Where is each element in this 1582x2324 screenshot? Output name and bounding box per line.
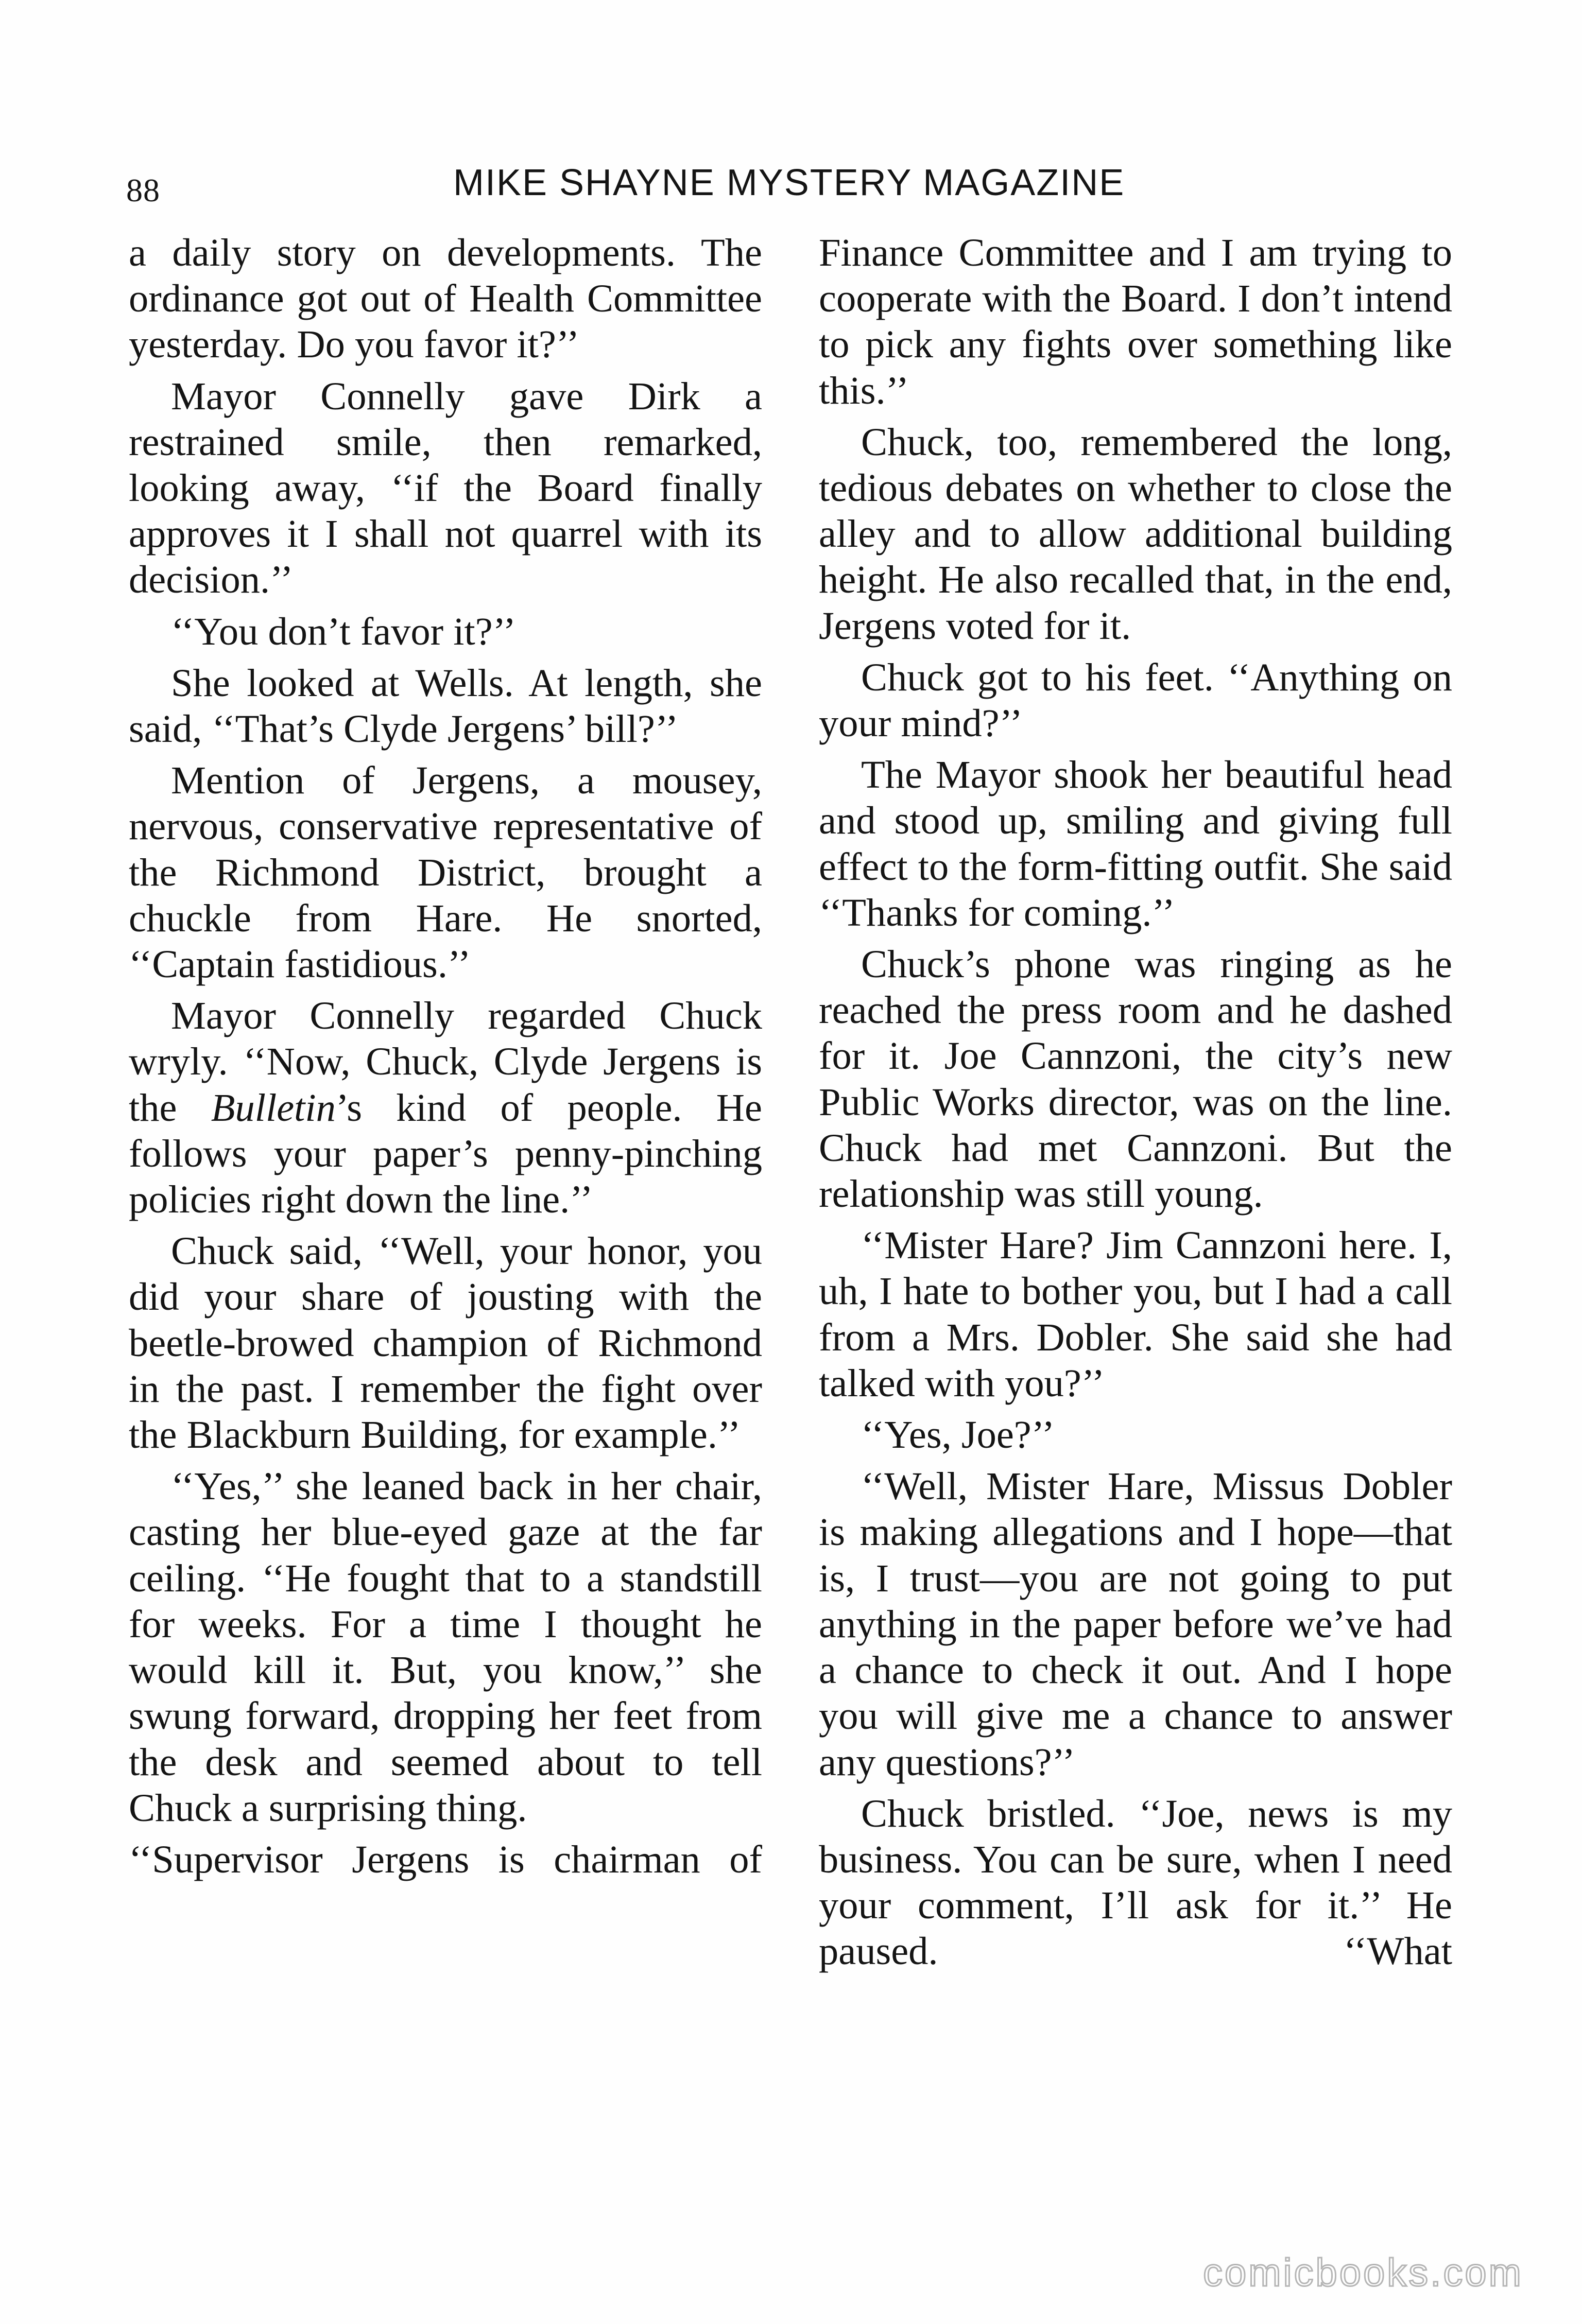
paragraph: Chuck said, ‘‘Well, your honor, you did your share of jousting with the beetle-browed champion of Richmond in the past. I remember the fight over the Blackburn Building, for example.’’ xyxy=(129,1229,762,1457)
left-text-column xyxy=(129,230,762,1888)
paragraph: ‘‘Mister Hare? Jim Cannzoni here. I, uh, I hate to bother you, but I had a call from a Mrs. Dobler. She said she had talked with you?’’ xyxy=(819,1223,1452,1405)
paragraph-with-italic xyxy=(129,993,762,1222)
running-head: MIKE SHAYNE MYSTERY MAGAZINE xyxy=(453,162,1125,203)
paragraph: Chuck, too, remembered the long, tedious debates on whether to close the alley and to allow additional building height. He also recalled that, in the end, Jergens voted for it. xyxy=(819,420,1452,648)
paragraph: Chuck bristled. ‘‘Joe, news is my business. You can be sure, when I need your comment, I’ll ask for it.’’ He paused. ‘‘What xyxy=(819,1791,1452,1973)
paragraph: She looked at Wells. At length, she said, ‘‘That’s Clyde Jergens’ bill?’’ xyxy=(129,661,762,751)
paragraph: Mention of Jergens, a mousey, nervous, conservative representative of the Richmond District, brought a chuckle from Hare. He snorted, ‘‘Captain fastidious.’’ xyxy=(129,758,762,986)
text-span: Mayor Connelly regarded Chuck wryly. ‘‘Now, Chuck, Clyde Jergens is the xyxy=(129,994,762,1130)
page-number: 88 xyxy=(126,172,160,209)
paragraph: Chuck’s phone was ringing as he reached the press room and he dashed for it. Joe Cannzoni, the city’s new Public Works director, was on the line. Chuck had met Cannzoni. But the relationship was still young. xyxy=(819,942,1452,1216)
right-text-column xyxy=(819,230,1452,1980)
paragraph: Mayor Connelly gave Dirk a restrained smile, then remarked, looking away, ‘‘if the Board finally approves it I shall not quarrel with its decision.’’ xyxy=(129,374,762,602)
watermark-logo: comicbooks.com xyxy=(1203,2251,1523,2295)
paragraph: ‘‘Yes, Joe?’’ xyxy=(861,1413,1055,1457)
paragraph: a daily story on developments. The ordinance got out of Health Committee yesterday. Do you favor it?’’ xyxy=(129,231,762,367)
paragraph: Finance Committee and I am trying to cooperate with the Board. I don’t intend to pick any fights over something like this.’’ xyxy=(819,231,1452,412)
paragraph: ‘‘Well, Mister Hare, Missus Dobler is making allegations and I hope—that is, I trust—you are not going to put anything in the paper before we’ve had a chance to check it out. And I hope you will give me a chance to answer any questions?’’ xyxy=(819,1464,1452,1784)
paragraph: ‘‘Supervisor Jergens is chairman of xyxy=(129,1837,762,1881)
italic-newspaper-title: Bulletin xyxy=(211,1085,336,1130)
paragraph: ‘‘Yes,’’ she leaned back in her chair, casting her blue-eyed gaze at the far ceiling. ‘‘He fought that to a standstill for weeks. For a time I thought he would kill it. But, you know,’’ she swung forward, dropping her feet from the desk and seemed about to tell Chuck a surprising thing. xyxy=(129,1464,762,1830)
paragraph: Chuck got to his feet. ‘‘Anything on your mind?’’ xyxy=(819,655,1452,745)
paragraph: The Mayor shook her beautiful head and stood up, smiling and giving full effect to the form-fitting outfit. She said ‘‘Thanks for coming.’’ xyxy=(819,753,1452,934)
paragraph: ‘‘You don’t favor it?’’ xyxy=(171,609,516,653)
text-span: ’s kind of people. He follows your paper’s penny-pinching policies right down the line.’’ xyxy=(129,1085,762,1222)
